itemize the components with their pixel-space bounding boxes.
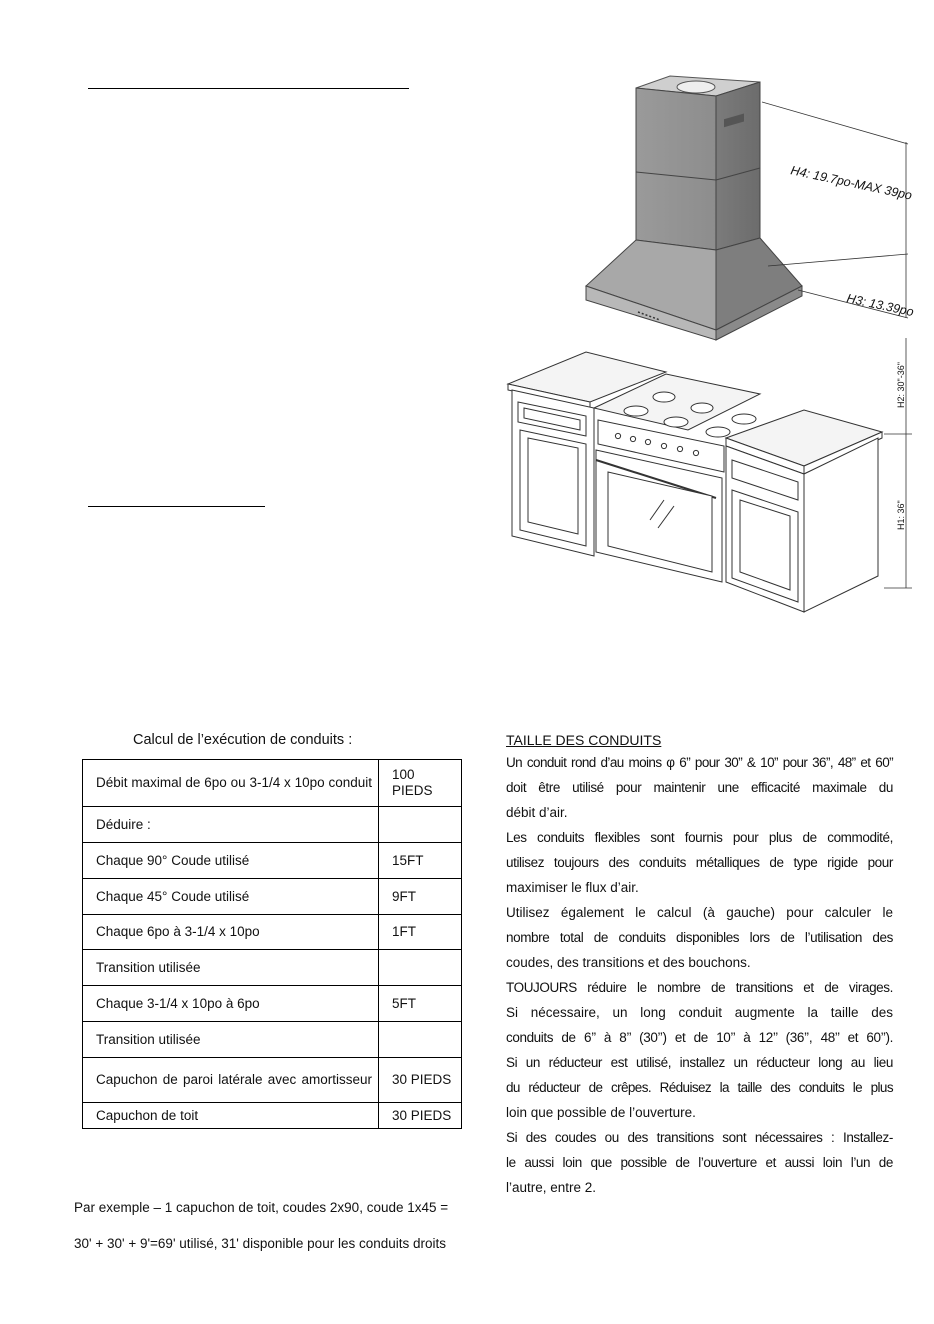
calc-label: Débit maximal de 6po ou 3-1/4 x 10po conduit <box>83 760 379 807</box>
heading-underline-1 <box>88 88 409 89</box>
calc-label: Chaque 45° Coude utilisé <box>83 879 379 915</box>
hood-chimney <box>636 76 760 250</box>
table-row <box>83 760 462 807</box>
duct-size-line: l’autre, entre 2. <box>506 1180 597 1195</box>
heading-underline-2 <box>88 506 265 507</box>
table-row <box>83 986 462 1022</box>
calc-label: Déduire : <box>83 807 379 843</box>
duct-size-line: Un conduit rond d’au moins φ 6” pour 30” & 10” pour 36”, 48” et 60” <box>506 755 893 770</box>
hood-canopy <box>586 238 802 340</box>
duct-size-line: du réducteur de crêpes. Réduisez la taille des conduits le plus <box>506 1080 893 1095</box>
calc-label: Chaque 6po à 3-1/4 x 10po <box>83 915 379 950</box>
duct-size-line: débit d’air. <box>506 805 568 820</box>
duct-calc-table <box>82 759 462 1129</box>
calc-value: 9FT <box>379 879 462 915</box>
calc-value <box>379 807 462 843</box>
h1-dimension-label: H1: 36" <box>896 500 906 530</box>
h4-dimension-label: H4: 19.7po-MAX 39po <box>789 163 914 203</box>
calc-label: Chaque 90° Coude utilisé <box>83 843 379 879</box>
calc-label: Transition utilisée <box>83 1022 379 1058</box>
calc-value <box>379 1022 462 1058</box>
duct-size-line: maximiser le flux d’air. <box>506 880 639 895</box>
duct-size-line: coudes, des transitions et des bouchons. <box>506 955 751 970</box>
duct-size-line: loin que possible de l’ouverture. <box>506 1105 696 1120</box>
duct-size-line: Si un réducteur est utilisé, installez un réducteur long au lieu <box>506 1055 893 1070</box>
table-row <box>83 950 462 986</box>
duct-size-line: utilisez toujours des conduits métalliques de type rigide pour <box>506 855 893 870</box>
range-hood-diagram <box>498 68 928 628</box>
table-row <box>83 915 462 950</box>
calc-label: Capuchon de paroi latérale avec amortisseur <box>83 1058 379 1103</box>
calc-label: Chaque 3-1/4 x 10po à 6po <box>83 986 379 1022</box>
table-row <box>83 807 462 843</box>
duct-size-line: Les conduits flexibles sont fournis pour plus de commodité, <box>506 830 893 845</box>
calc-value: 15FT <box>379 843 462 879</box>
calc-title: Calcul de l’exécution de conduits : <box>133 732 353 748</box>
table-row <box>83 1058 462 1103</box>
table-row <box>83 843 462 879</box>
calc-value: 30 PIEDS <box>379 1058 462 1103</box>
calc-value: 100 PIEDS <box>379 760 462 807</box>
calc-label: Transition utilisée <box>83 950 379 986</box>
duct-size-line: conduits de 6’’ à 8’’ (30’’) et de 10’’ à 12’’ (36’’, 48’’ et 60’’). <box>506 1030 893 1045</box>
h2-dimension-label: H2: 30"-36" <box>896 362 906 408</box>
table-row <box>83 879 462 915</box>
calc-value <box>379 950 462 986</box>
table-row <box>83 1103 462 1129</box>
example-line-2: 30' + 30' + 9'=69' utilisé, 31' disponible pour les conduits droits <box>74 1236 447 1251</box>
table-row <box>83 1022 462 1058</box>
calc-value: 1FT <box>379 915 462 950</box>
duct-size-line: Si des coudes ou des transitions sont nécessaires : Installez- <box>506 1130 893 1145</box>
h3-dimension-label: H3: 13.39po <box>845 291 915 320</box>
duct-size-line: Si nécessaire, un long conduit augmente la taille des <box>506 1005 893 1020</box>
duct-size-line: le aussi loin que possible de l’ouverture et aussi loin l’un de <box>506 1155 893 1170</box>
duct-size-body <box>506 750 893 1200</box>
kitchen-cabinets <box>508 352 882 612</box>
duct-size-title: TAILLE DES CONDUITS <box>506 732 662 748</box>
calc-label: Capuchon de toit <box>83 1103 379 1129</box>
duct-size-line: nombre total de conduits disponibles lors de l’utilisation des <box>506 930 893 945</box>
duct-size-line: Utilisez également le calcul (à gauche) pour calculer le <box>506 905 893 920</box>
duct-size-line: TOUJOURS réduire le nombre de transitions et de virages. <box>506 980 893 995</box>
calc-value: 30 PIEDS <box>379 1103 462 1129</box>
calc-value: 5FT <box>379 986 462 1022</box>
example-line-1: Par exemple – 1 capuchon de toit, coudes 2x90, coude 1x45 = <box>74 1200 449 1215</box>
duct-size-line: doit être utilisé pour maintenir une efficacité maximale du <box>506 780 893 795</box>
